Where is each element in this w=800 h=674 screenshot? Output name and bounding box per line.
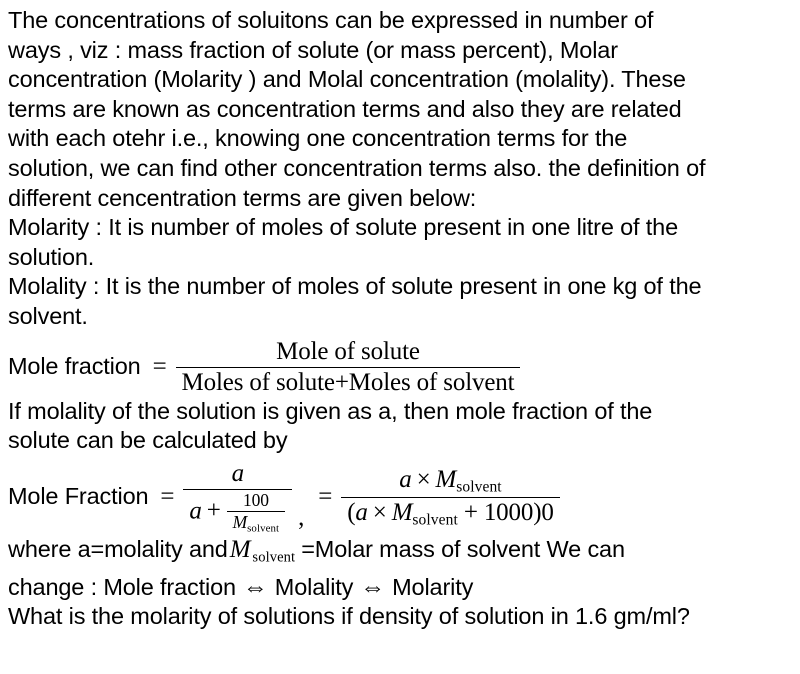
- molality-intro-paragraph: [8, 397, 796, 456]
- left-right-double-arrow-icon: ⇔: [360, 573, 386, 601]
- first-fraction-denominator: [183, 489, 292, 535]
- molality-intro-line: If molality of the solution is given as a, then mole fraction of the: [8, 397, 653, 424]
- molar-mass-subscript: solvent: [252, 549, 296, 566]
- definition-line: Molarity : It is number of moles of solute present in one litre of the: [8, 214, 679, 241]
- intro-line: different cencentration terms are given below:: [8, 184, 477, 211]
- mole-fraction-label: Mole fraction: [8, 353, 141, 380]
- change-line-molality: Molality: [274, 573, 354, 600]
- denominator-plus-sign: +: [206, 497, 221, 525]
- molar-mass-symbol: M: [391, 498, 413, 526]
- denominator-right-term: Moles of solvent: [348, 368, 515, 396]
- intro-line: with each otehr i.e., knowing one concentration terms for the: [8, 125, 628, 152]
- intro-line: terms are known as concentration terms and also they are related: [8, 95, 682, 122]
- intro-line: The concentrations of soluitons can be expressed in number of: [8, 7, 654, 33]
- mole-fraction-equation-2: [8, 460, 796, 535]
- left-right-double-arrow-icon: ⇔: [242, 573, 268, 601]
- multiplication-sign: ×: [416, 465, 431, 493]
- first-fraction-numerator: a: [231, 459, 244, 487]
- nested-numerator-100: 100: [243, 489, 269, 510]
- molar-mass-symbol: M: [435, 465, 457, 493]
- second-fraction-numerator: [341, 466, 560, 497]
- question-line: What is the molarity of solutions if density of solution in 1.6 gm/ml?: [8, 603, 690, 630]
- denominator-variable-a: a: [189, 497, 202, 525]
- multiplication-sign: ×: [372, 498, 387, 526]
- mole-fraction-fraction: [176, 338, 521, 397]
- change-line-prefix: change : Mole fraction: [8, 573, 236, 600]
- intro-line: solution, we can find other concentration terms also. the definition of: [8, 154, 706, 181]
- definition-line: solution.: [8, 243, 95, 270]
- equals-sign-2: =: [318, 483, 333, 511]
- open-paren: (: [347, 498, 356, 526]
- fraction-numerator: Mole of solute: [276, 337, 420, 365]
- denominator-plus-sign: +: [334, 368, 349, 396]
- molar-mass-symbol: M: [232, 512, 248, 533]
- second-fraction-denominator: [341, 497, 560, 529]
- molar-mass-subscript: solvent: [412, 511, 458, 529]
- comma-separator: ,: [298, 504, 305, 532]
- denominator-variable-a: a: [355, 498, 368, 526]
- molality-intro-line: solute can be calculated by: [8, 427, 288, 454]
- molar-mass-symbol: M: [229, 535, 251, 563]
- definitions-paragraph: [8, 213, 796, 331]
- intro-line: ways , viz : mass fraction of solute (or mass percent), Molar: [8, 36, 618, 63]
- change-line: [8, 573, 796, 603]
- denominator-plus-sign: +: [463, 498, 478, 526]
- mole-fraction-2-label: Mole Fraction: [8, 483, 149, 510]
- intro-line: concentration (Molarity ) and Molal concentration (molality). These: [8, 66, 686, 93]
- close-paren-zero: )0: [533, 498, 554, 526]
- constant-1000: 1000: [483, 498, 534, 526]
- change-line-molarity: Molarity: [392, 573, 474, 600]
- denominator-left-term: Moles of solute: [181, 368, 335, 396]
- molar-mass-subscript: solvent: [247, 522, 280, 535]
- where-line: [8, 535, 796, 573]
- intro-paragraph: [8, 6, 796, 213]
- mole-fraction-equation: [8, 338, 796, 397]
- fraction-denominator: [176, 367, 521, 397]
- nested-denominator-molar-mass: [227, 511, 285, 534]
- nested-fraction: [227, 491, 285, 535]
- molar-mass-subscript: solvent: [456, 478, 502, 496]
- where-line-prefix: where a=molality and: [8, 535, 228, 562]
- equals-sign: =: [152, 353, 167, 381]
- numerator-variable-a: a: [399, 465, 412, 493]
- second-fraction: [341, 466, 560, 529]
- first-fraction: [183, 460, 292, 535]
- where-line-suffix: =Molar mass of solvent We can: [301, 535, 625, 562]
- equals-sign-1: =: [160, 483, 175, 511]
- definition-line: Molality : It is the number of moles of solute present in one kg of the: [8, 273, 702, 300]
- definition-line: solvent.: [8, 302, 88, 329]
